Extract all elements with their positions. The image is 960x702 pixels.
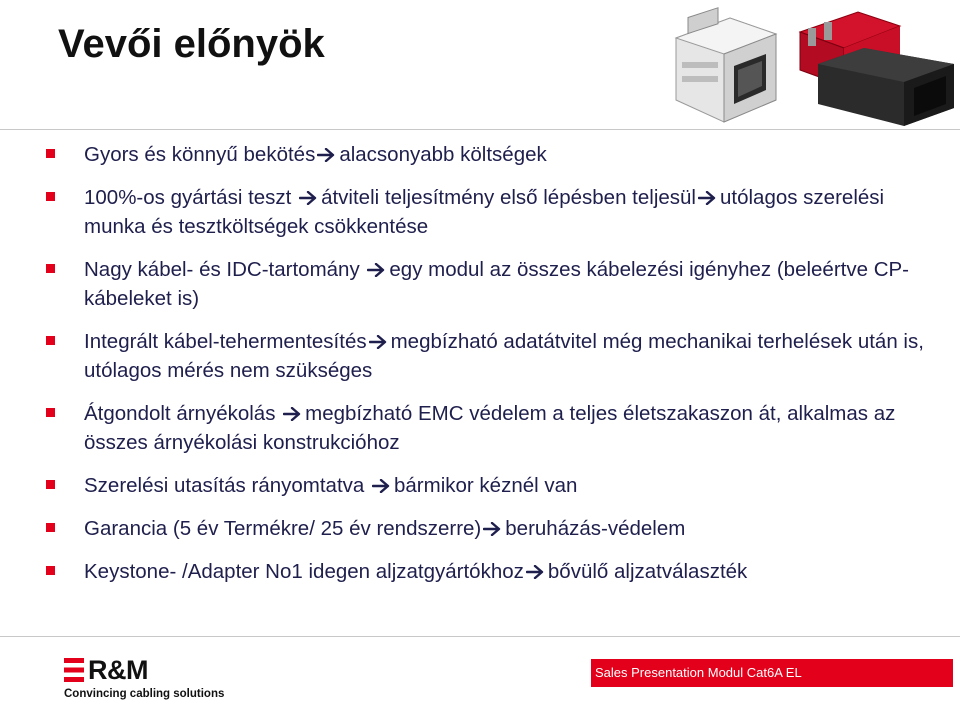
arrow-right-icon: [698, 191, 716, 205]
bullet-text: utólagos szerelési munka és tesztköltségek csökkentése: [84, 186, 885, 238]
bullet-item: [46, 255, 946, 313]
square-bullet-icon: [46, 408, 55, 417]
bullet-text: beruházás-védelem: [505, 517, 686, 540]
bullet-item: [46, 399, 946, 457]
arrow-right-icon: [372, 479, 390, 493]
bullet-item: [46, 557, 946, 586]
logo-text: R&M: [88, 655, 148, 685]
company-logo: [64, 656, 224, 700]
bullet-item: [46, 514, 946, 543]
bullet-text: Keystone- /Adapter No1 idegen aljzatgyártókhoz: [84, 560, 524, 583]
bullet-item: [46, 327, 946, 385]
bullet-text: Garancia (5 év Termékre/ 25 év rendszerre): [84, 517, 482, 540]
bullet-text: átviteli teljesítmény első lépésben teljesül: [321, 186, 696, 209]
red-black-module-image: [800, 12, 954, 126]
square-bullet-icon: [46, 149, 55, 158]
footer-presentation-label: Sales Presentation Modul Cat6A EL: [591, 659, 953, 687]
bullet-item: [46, 471, 946, 500]
arrow-right-icon: [367, 263, 385, 277]
logo-tagline: Convincing cabling solutions: [64, 688, 225, 700]
bullet-text: egy modul az összes kábelezési igényhez (beleértve CP-kábeleket is): [84, 258, 910, 310]
bullet-text: Szerelési utasítás rányomtatva: [84, 474, 370, 497]
top-divider: [0, 129, 960, 130]
arrow-right-icon: [483, 522, 501, 536]
square-bullet-icon: [46, 480, 55, 489]
square-bullet-icon: [46, 192, 55, 201]
square-bullet-icon: [46, 523, 55, 532]
arrow-right-icon: [299, 191, 317, 205]
slide-title: Vevői előnyök: [58, 22, 325, 66]
arrow-right-icon: [283, 407, 301, 421]
bullet-text: megbízható adatátvitel még mechanikai terhelések után is, utólagos mérés nem szükséges: [84, 330, 924, 382]
bullet-text: bármikor kéznél van: [394, 474, 578, 497]
bullet-text: Nagy kábel- és IDC-tartomány: [84, 258, 366, 281]
arrow-right-icon: [317, 148, 335, 162]
bullet-text: bővülő aljzatválaszték: [547, 560, 748, 583]
arrow-right-icon: [369, 335, 387, 349]
bullet-item: [46, 140, 946, 169]
bullet-text: Integrált kábel-tehermentesítés: [84, 330, 367, 353]
bullet-text: Gyors és könnyű bekötés: [84, 143, 316, 166]
silver-module-image: [676, 8, 776, 122]
product-image: [668, 4, 958, 126]
square-bullet-icon: [46, 264, 55, 273]
bullet-text: alacsonyabb költségek: [339, 143, 547, 166]
bullet-list: [46, 140, 946, 600]
bullet-text: megbízható EMC védelem a teljes életszakaszon át, alkalmas az összes árnyékolási konstrukcióhoz: [84, 402, 896, 454]
bullet-text: Átgondolt árnyékolás: [84, 402, 282, 425]
bullet-text: 100%-os gyártási teszt: [84, 186, 298, 209]
bullet-item: [46, 183, 946, 241]
rm-logo-icon: [64, 658, 84, 682]
square-bullet-icon: [46, 336, 55, 345]
arrow-right-icon: [526, 565, 544, 579]
bottom-divider: [0, 636, 960, 637]
square-bullet-icon: [46, 566, 55, 575]
